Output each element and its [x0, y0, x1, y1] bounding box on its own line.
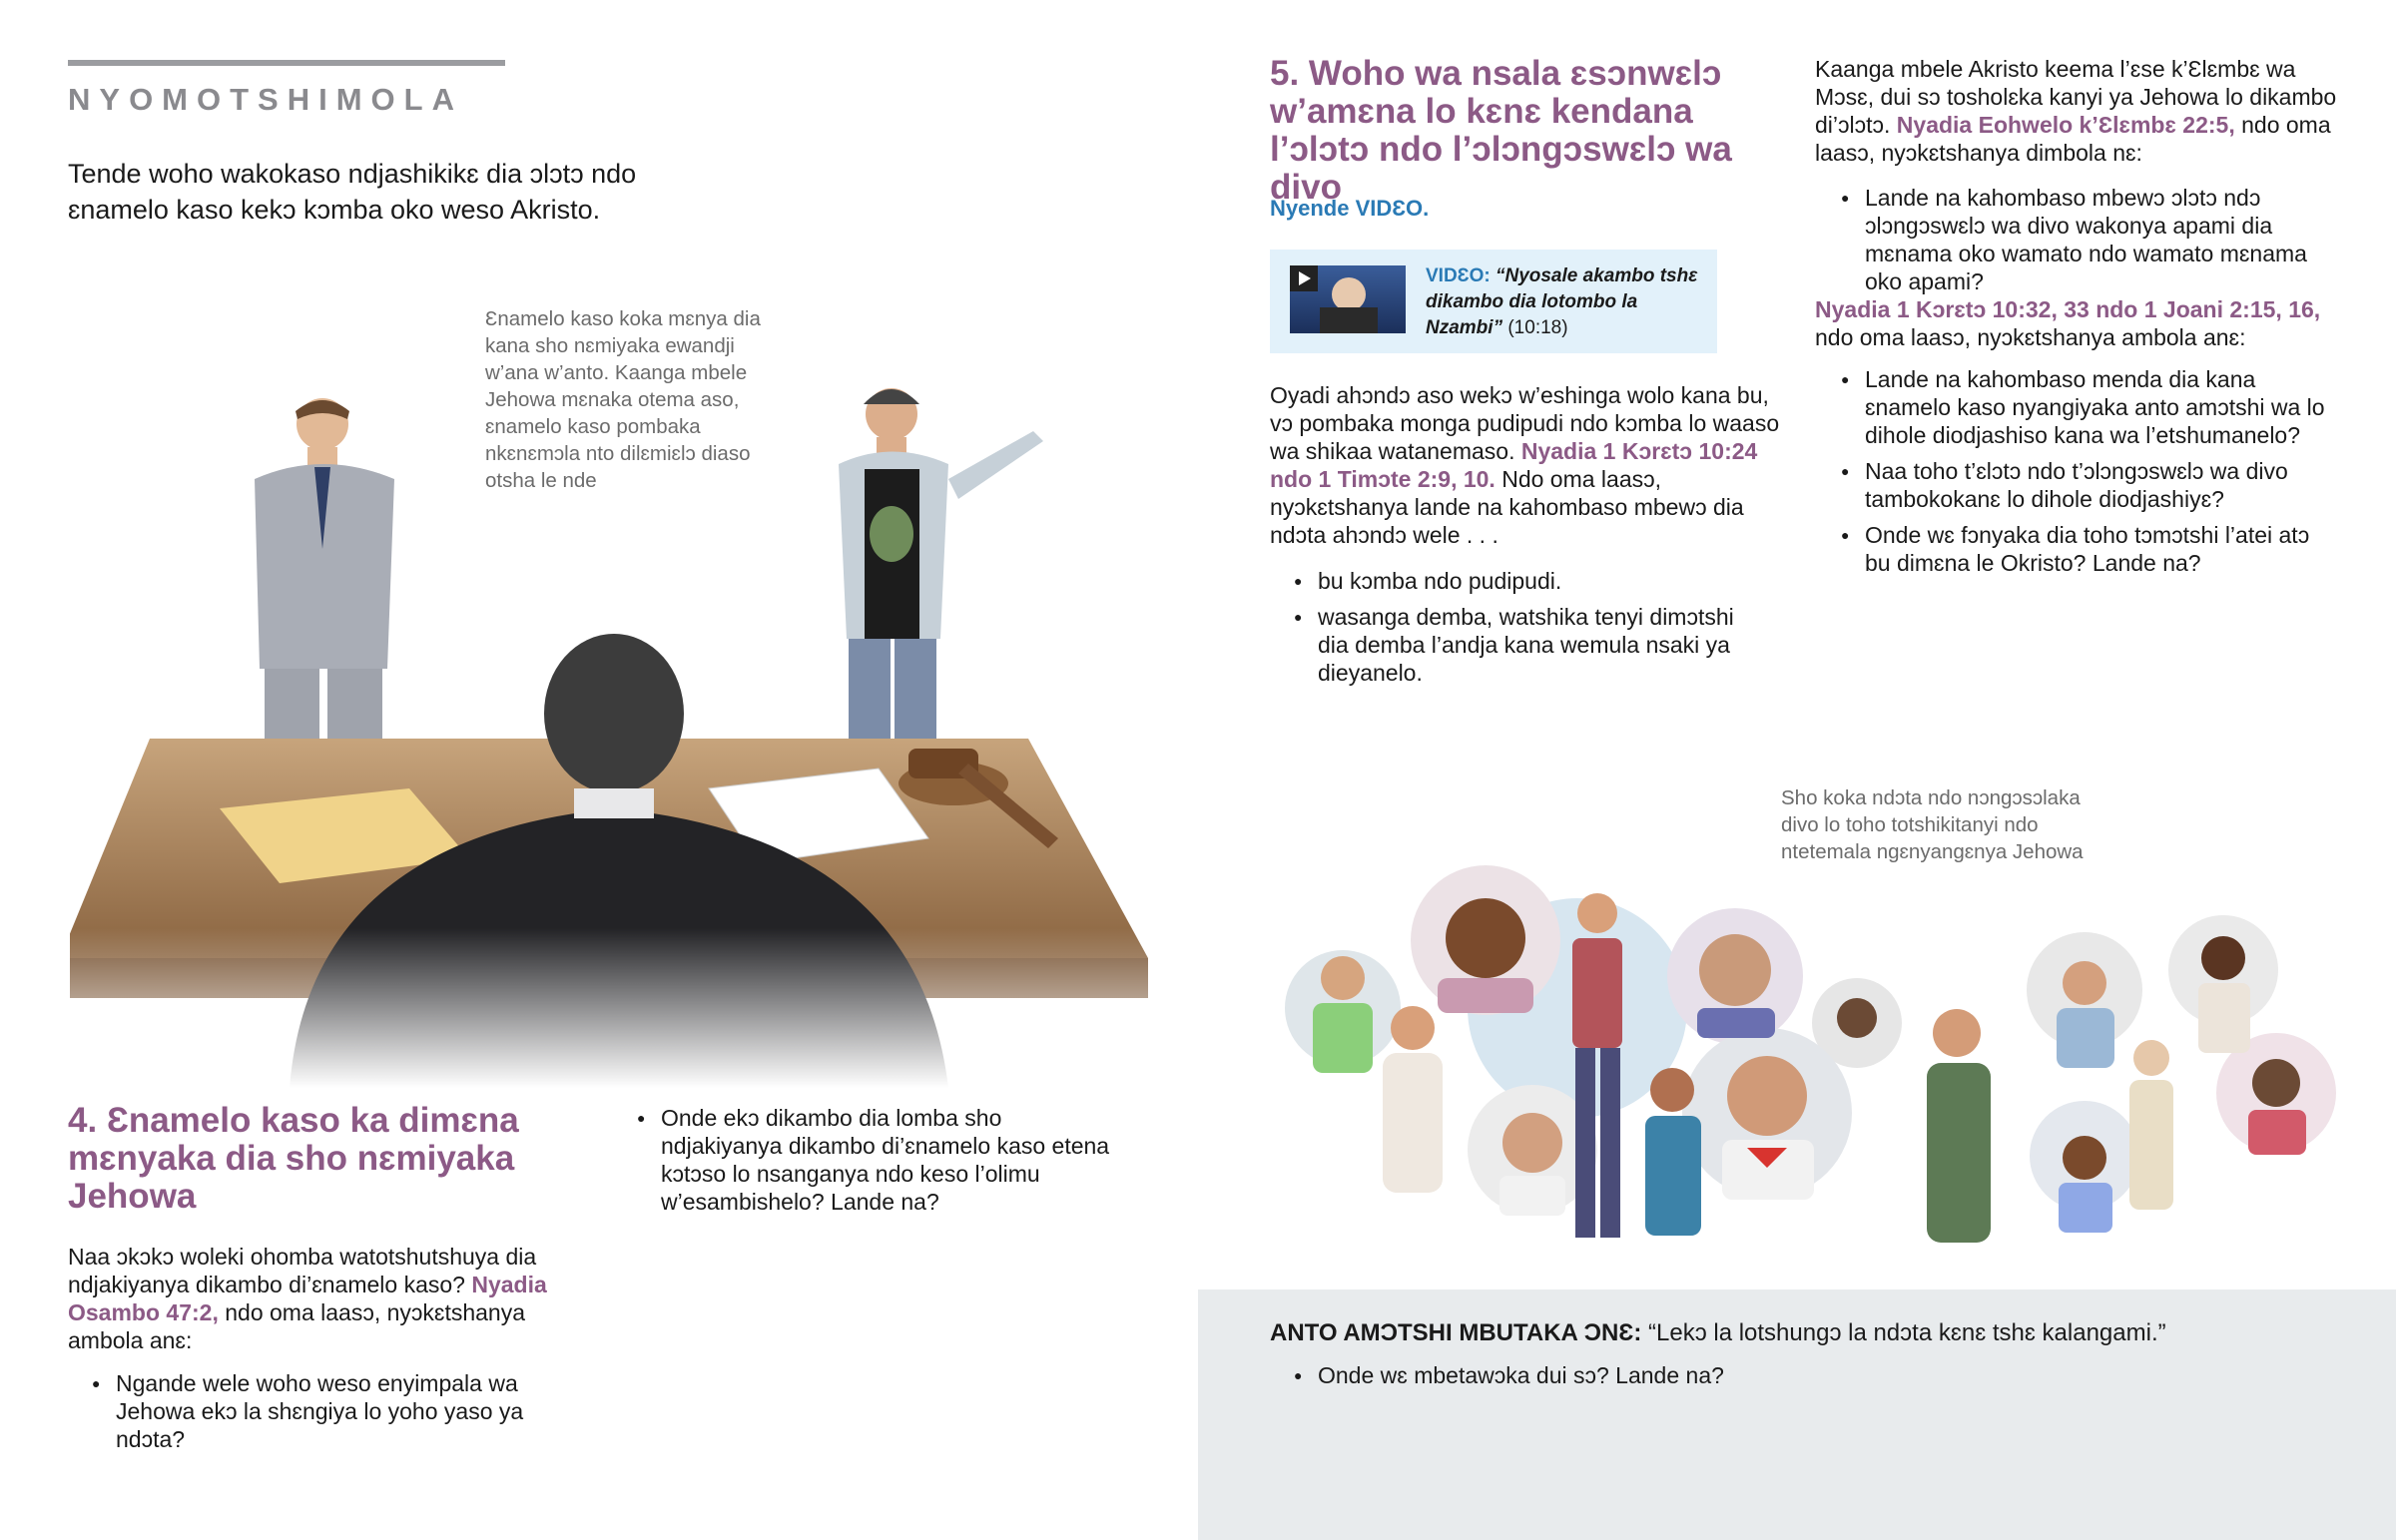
bullet-item: ● Ngande wele woho weso enyimpala wa Jehowa ekɔ la shɛngiya lo yoho yaso ya ndɔta?	[92, 1369, 591, 1453]
people-illustration	[1268, 858, 2366, 1289]
video-prompt: Nyende VIDƐO.	[1270, 196, 1430, 221]
section-4-title: 4. Ɛnamelo kaso ka dimɛna mɛnyaka dia sho nɛmiyaka Jehowa	[68, 1101, 519, 1216]
play-icon[interactable]	[1290, 265, 1318, 291]
man-in-suit	[255, 398, 394, 759]
section-5-bullets-2	[1841, 184, 2340, 303]
courtroom-caption: Ɛnamelo kaso koka mɛnya dia kana sho nɛmiyaka ewandji w’ana w’anto. Kaanga mbele Jehowa mɛnaka otema aso, ɛnamelo kaso pombaka nkɛnɛmɔla nto dilɛmiɛlɔ diaso otsha le nde	[485, 307, 761, 492]
scripture-ref-corinthians-timothy[interactable]: Nyadia 1 Kɔrɛtɔ 10:24 ndo 1 Timɔte 2:9, 10.	[1270, 438, 1758, 492]
bullet-item: ● Onde wɛ fɔnyaka dia toho tɔmɔtshi l’atei atɔ bu dimɛna le Okristo? Lande na?	[1841, 521, 2340, 577]
section-5-paragraph-3: Nyadia 1 Kɔrɛtɔ 10:32, 33 ndo 1 Joani 2:15, 16, ndo oma laasɔ, nyɔkɛtshanya ambola anɛ:	[1815, 296, 2321, 350]
video-info[interactable]	[1426, 263, 1709, 341]
video-duration: (10:18)	[1507, 317, 1568, 338]
section-5-paragraph-1: Oyadi ahɔndɔ aso wekɔ w’eshinga wolo kana bu, vɔ pombaka monga pudipudi ndo kɔmba lo waaso wa shikaa watanemaso. Nyadia 1 Kɔrɛtɔ 10:24 ndo 1 Timɔte 2:9, 10. Ndo oma laasɔ, nyɔkɛtshanya lande na kahombaso mbewɔ dia ndɔta ahɔndɔ wele . . .	[1270, 382, 1780, 548]
footer-statement	[1270, 1317, 2368, 1349]
section-4-bullets-b	[637, 1104, 1124, 1224]
scripture-ref-psalm[interactable]: Nyadia Osambo 47:2,	[68, 1272, 547, 1325]
section-5-title: 5. Woho wa nsala ɛsɔnwɛlɔ w’amɛna lo kɛnɛ kendana l’ɔlɔtɔ ndo l’ɔlɔngɔswɛlɔ wa divo	[1270, 54, 1732, 207]
section-label: NYOMOTSHIMOLA	[68, 82, 463, 117]
footer-quote: “Lekɔ la lotshungɔ la ndɔta kɛnɛ tshɛ kalangami.”	[1648, 1319, 2166, 1346]
bullet-item: ● Onde ekɔ dikambo dia lomba sho ndjakiyanya dikambo di’ɛnamelo kaso etena kɔtɔso lo nsanganya ndo keso l’olimu w’esambishelo? Lande na?	[637, 1104, 1124, 1216]
scripture-ref-corinthians-john[interactable]: Nyadia 1 Kɔrɛtɔ 10:32, 33 ndo 1 Joani 2:15, 16,	[1815, 296, 2321, 322]
video-thumbnail[interactable]	[1290, 265, 1406, 333]
bullet-item: ● Onde wɛ mbetawɔka dui sɔ? Lande na?	[1294, 1361, 2292, 1389]
scripture-ref-deuteronomy[interactable]: Nyadia Eohwelo k’Ɛlɛmbɛ 22:5,	[1896, 112, 2235, 138]
video-box[interactable]	[1270, 250, 1717, 353]
section-4-paragraph: Naa ɔkɔkɔ woleki ohomba watotshutshuya dia ndjakiyanya dikambo di’ɛnamelo kaso? Nyadia Osambo 47:2, ndo oma laasɔ, nyɔkɛtshanya ambola anɛ:	[68, 1244, 547, 1353]
section-5-paragraph-2: Kaanga mbele Akristo keema l’ɛse k’Ɛlɛmbɛ wa Mɔsɛ, dui sɔ tosholɛka kanyi ya Jehowa lo dikambo di’ɔlɔtɔ. Nyadia Eohwelo k’Ɛlɛmbɛ 22:5, ndo oma laasɔ, nyɔkɛtshanya dimbola nɛ:	[1815, 56, 2337, 166]
footer-label: ANTO AMƆTSHI MBUTAKA ƆNƐ:	[1270, 1319, 1642, 1346]
section-5-bullets-3	[1841, 365, 2340, 585]
bullet-item: ● Naa toho t’ɛlɔtɔ ndo t’ɔlɔngɔswɛlɔ wa divo tambokokanɛ lo dihole diodjashiyɛ?	[1841, 457, 2340, 513]
intro-text: Tende woho wakokaso ndjashikikɛ dia ɔlɔtɔ ndo ɛnamelo kaso kekɔ kɔmba oko weso Akristo.	[68, 159, 637, 225]
video-label: VIDƐO:	[1426, 265, 1491, 286]
section-4-bullets-a	[92, 1369, 591, 1461]
bullet-item: ● bu kɔmba ndo pudipudi.	[1294, 567, 1753, 595]
bullet-item: ● Lande na kahombaso mbewɔ ɔlɔtɔ ndɔ ɔlɔngɔswɛlɔ wa divo wakonya apami dia mɛnama oko wamato ndo wamato mɛnama oko apami?	[1841, 184, 2340, 295]
footer-panel	[1198, 1289, 2396, 1540]
section-5-bullets-1	[1294, 567, 1753, 695]
bullet-item: ● wasanga demba, watshika tenyi dimɔtshi dia demba l’andja kana wemula nsaki ya dieyanelo.	[1294, 603, 1753, 687]
bullet-item: ● Lande na kahombaso menda dia kana ɛnamelo kaso nyangiyaka anto amɔtshi wa lo dihole diodjashiso kana wa l’etshumanelo?	[1841, 365, 2340, 449]
section-label-rule	[68, 60, 505, 66]
video-title: “Nyosale akambo tshɛ dikambo dia lotombo la Nzambi”	[1426, 265, 1698, 338]
people-caption: Sho koka ndɔta ndo nɔngɔsɔlaka divo lo toho totshikitanyi ndo ntetemala ngɛnyangɛnya Jehowa	[1781, 786, 2084, 863]
footer-bullets	[1294, 1361, 2292, 1397]
young-man	[839, 388, 1043, 739]
